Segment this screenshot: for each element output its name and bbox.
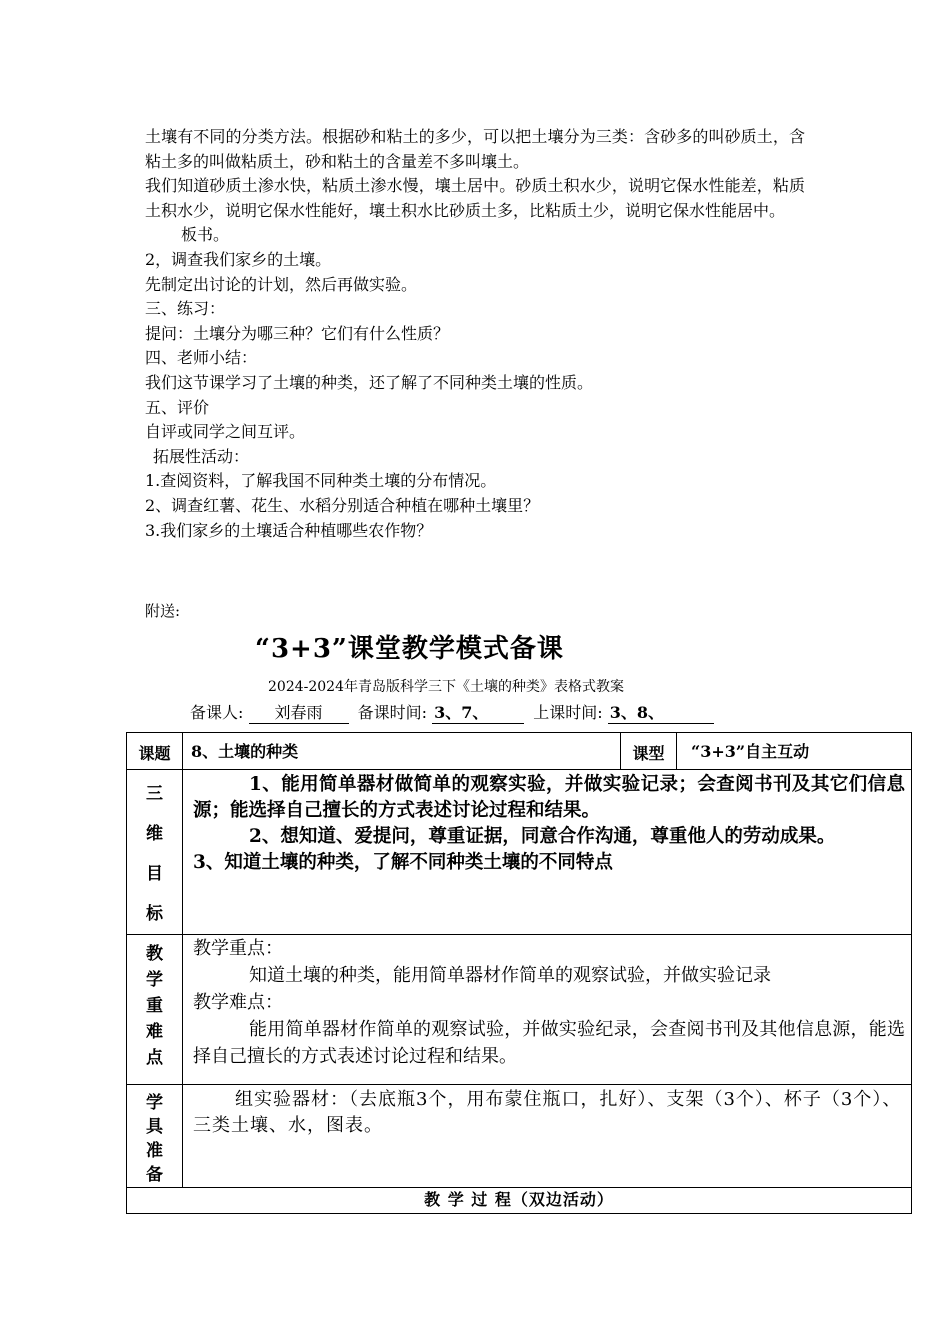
- key-point-text: 知道土壤的种类，能用简单器材作简单的观察试验，并做实验记录: [249, 965, 771, 986]
- goal-3: 3、知道土壤的种类，了解不同种类土壤的不同特点: [193, 852, 613, 873]
- prep-time-label: 备课时间:: [357, 703, 427, 722]
- extension-item-2: 2、调查红薯、花生、水稻分别适合种植在哪种土壤里？: [145, 495, 540, 515]
- class-time-label: 上课时间:: [533, 703, 603, 722]
- lesson-notes: [145, 125, 805, 543]
- key-points-label: 教 学 重 难 点: [127, 935, 183, 1085]
- goal-1: 1、能用简单器材做简单的观察实验，并做实验记录；会查阅书刊及其它们信息源；能选择自己擅长的方式表述讨论过程和结果。: [193, 774, 905, 821]
- topic-value: 8、土壤的种类: [183, 733, 621, 770]
- step-survey: 2，调查我们家乡的土壤。: [145, 249, 332, 269]
- extension-heading: 拓展性活动：: [153, 446, 250, 466]
- goals-row: [127, 770, 912, 935]
- difficulty-text: 能用简单器材作简单的观察试验，并做实验纪录，会查阅书刊及其他信息源，能选择自己擅长的方式表述讨论过程和结果。: [193, 1019, 905, 1067]
- evaluation-text: 自评或同学之间互评。: [145, 422, 306, 442]
- key-point-heading: 教学重点：: [193, 938, 283, 959]
- paragraph-soil-classification: 土壤有不同的分类方法。根据砂和粘土的多少，可以把土壤分为三类：含砂多的叫砂质土，含粘土多的叫做粘质土，砂和粘土的含量差不多叫壤土。: [145, 127, 805, 171]
- extension-item-3: 3.我们家乡的土壤适合种植哪些农作物？: [145, 520, 433, 540]
- materials-row: [127, 1085, 912, 1188]
- blackboard-note: 板书。: [181, 225, 230, 245]
- extension-item-1: 1.查阅资料，了解我国不同种类土壤的分布情况。: [145, 471, 497, 491]
- goals-label: 三 维 目 标: [127, 770, 183, 935]
- key-points-content: [183, 935, 912, 1085]
- class-time-value: 3、8、: [608, 700, 714, 724]
- key-points-row: [127, 935, 912, 1085]
- lesson-plan-table: [126, 732, 912, 1214]
- difficulty-heading: 教学难点：: [193, 992, 283, 1013]
- section-evaluation: 五、评价: [145, 397, 210, 417]
- goals-content: [183, 770, 912, 935]
- page-subtitle: 2024-2024年青岛版科学三下《土壤的种类》表格式教案: [268, 679, 624, 695]
- paragraph-soil-properties: 我们知道砂质土渗水快，粘质土渗水慢，壤土居中。砂质土积水少，说明它保水性能差，粘质土积水少，说明它保水性能好，壤土积水比砂质土多，比粘质土少，说明它保水性能居中。: [145, 176, 805, 220]
- process-row: [127, 1188, 912, 1214]
- teacher-label: 备课人:: [190, 703, 244, 722]
- teacher-name: 刘春雨: [249, 700, 349, 724]
- preparation-info: [190, 700, 718, 724]
- type-label: 课型: [621, 733, 677, 770]
- page-title: “3+3”课堂教学模式备课: [255, 634, 564, 664]
- process-heading: 教 学 过 程（双边活动）: [127, 1188, 912, 1214]
- section-summary: 四、老师小结：: [145, 348, 258, 368]
- materials-text: 组实验器材：（去底瓶3个，用布蒙住瓶口，扎好）、支架（3个）、杯子（3个）、三类土壤、水，图表。: [193, 1089, 902, 1136]
- summary-text: 我们这节课学习了土壤的种类，还了解了不同种类土壤的性质。: [145, 372, 594, 392]
- materials-content: [183, 1085, 912, 1188]
- goal-2: 2、想知道、爱提问，尊重证据，同意合作沟通，尊重他人的劳动成果。: [249, 826, 836, 847]
- materials-label: 学 具 准 备: [127, 1085, 183, 1188]
- section-practice: 三、练习：: [145, 299, 226, 319]
- practice-question: 提问：土壤分为哪三种？它们有什么性质？: [145, 323, 450, 343]
- prep-time-value: 3、7、: [432, 700, 524, 724]
- topic-row: [127, 733, 912, 770]
- topic-label: 课题: [127, 733, 183, 770]
- step-plan: 先制定出讨论的计划，然后再做实验。: [145, 274, 418, 294]
- type-value: “3+3”自主互动: [677, 733, 912, 770]
- appendix-label: 附送:: [145, 602, 181, 620]
